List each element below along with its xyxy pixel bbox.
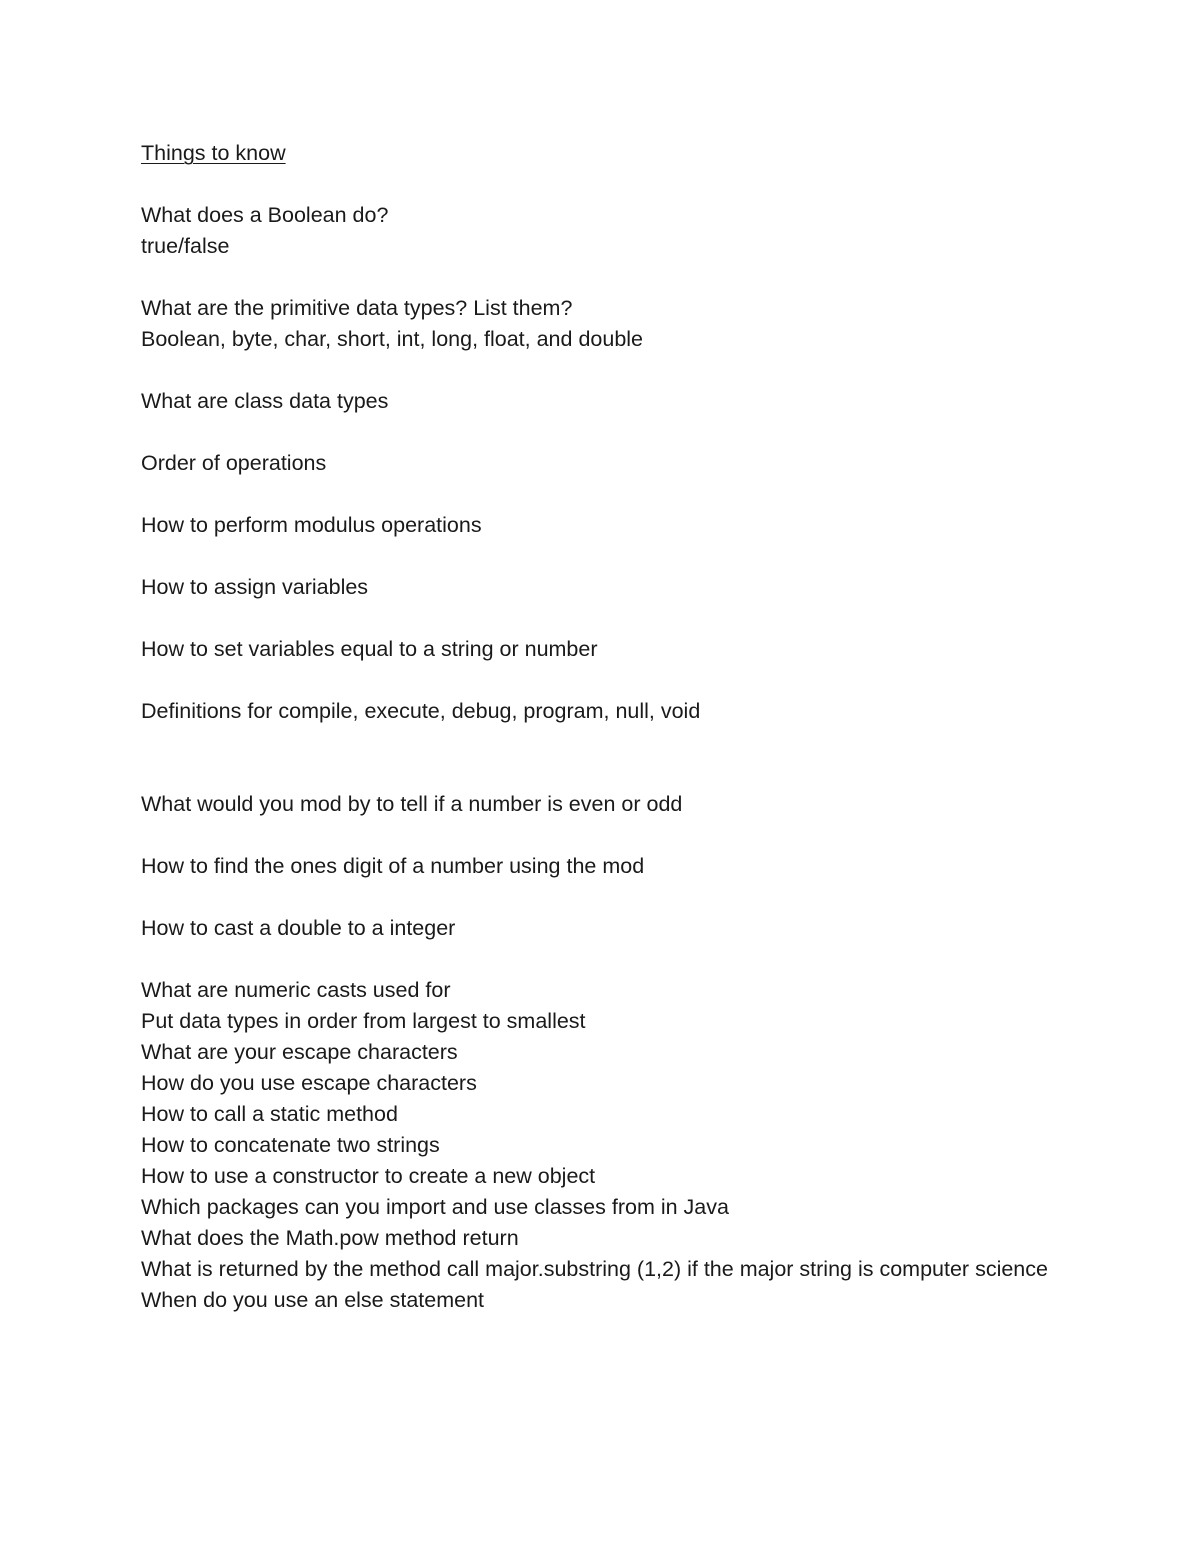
question-definitions: Definitions for compile, execute, debug, program, null, void [141,699,701,723]
list-item: What are numeric casts used for [141,978,451,1002]
spacer [141,417,1061,448]
spacer [141,944,1061,975]
list-item: When do you use an else statement [141,1288,485,1312]
page-title: Things to know [141,141,286,165]
question-assign-variables: How to assign variables [141,575,369,599]
question-ones-digit: How to find the ones digit of a number using the mod [141,854,645,878]
list-item: What is returned by the method call major.substring (1,2) if the major string is computer science [141,1257,1048,1281]
list-item: How to call a static method [141,1102,398,1126]
list-item: How do you use escape characters [141,1071,477,1095]
question-cast-double: How to cast a double to a integer [141,916,456,940]
spacer [141,603,1061,634]
spacer [141,727,1061,789]
list-item: How to use a constructor to create a new object [141,1164,596,1188]
answer-boolean: true/false [141,234,230,258]
spacer [141,541,1061,572]
question-order-of-operations: Order of operations [141,451,327,475]
list-item: How to concatenate two strings [141,1133,440,1157]
spacer [141,479,1061,510]
spacer [141,262,1061,293]
list-item: What are your escape characters [141,1040,458,1064]
spacer [141,665,1061,696]
question-primitive-types: What are the primitive data types? List them? [141,296,573,320]
question-boolean: What does a Boolean do? [141,203,389,227]
question-class-types: What are class data types [141,389,389,413]
question-even-odd: What would you mod by to tell if a number is even or odd [141,792,683,816]
list-item: What does the Math.pow method return [141,1226,519,1250]
document-body [141,138,1061,1316]
answer-primitive-types: Boolean, byte, char, short, int, long, float, and double [141,327,644,351]
question-set-variables: How to set variables equal to a string or number [141,637,598,661]
list-item: Put data types in order from largest to smallest [141,1009,586,1033]
spacer [141,882,1061,913]
spacer [141,169,1061,200]
question-modulus: How to perform modulus operations [141,513,482,537]
list-item: Which packages can you import and use classes from in Java [141,1195,729,1219]
spacer [141,820,1061,851]
spacer [141,355,1061,386]
